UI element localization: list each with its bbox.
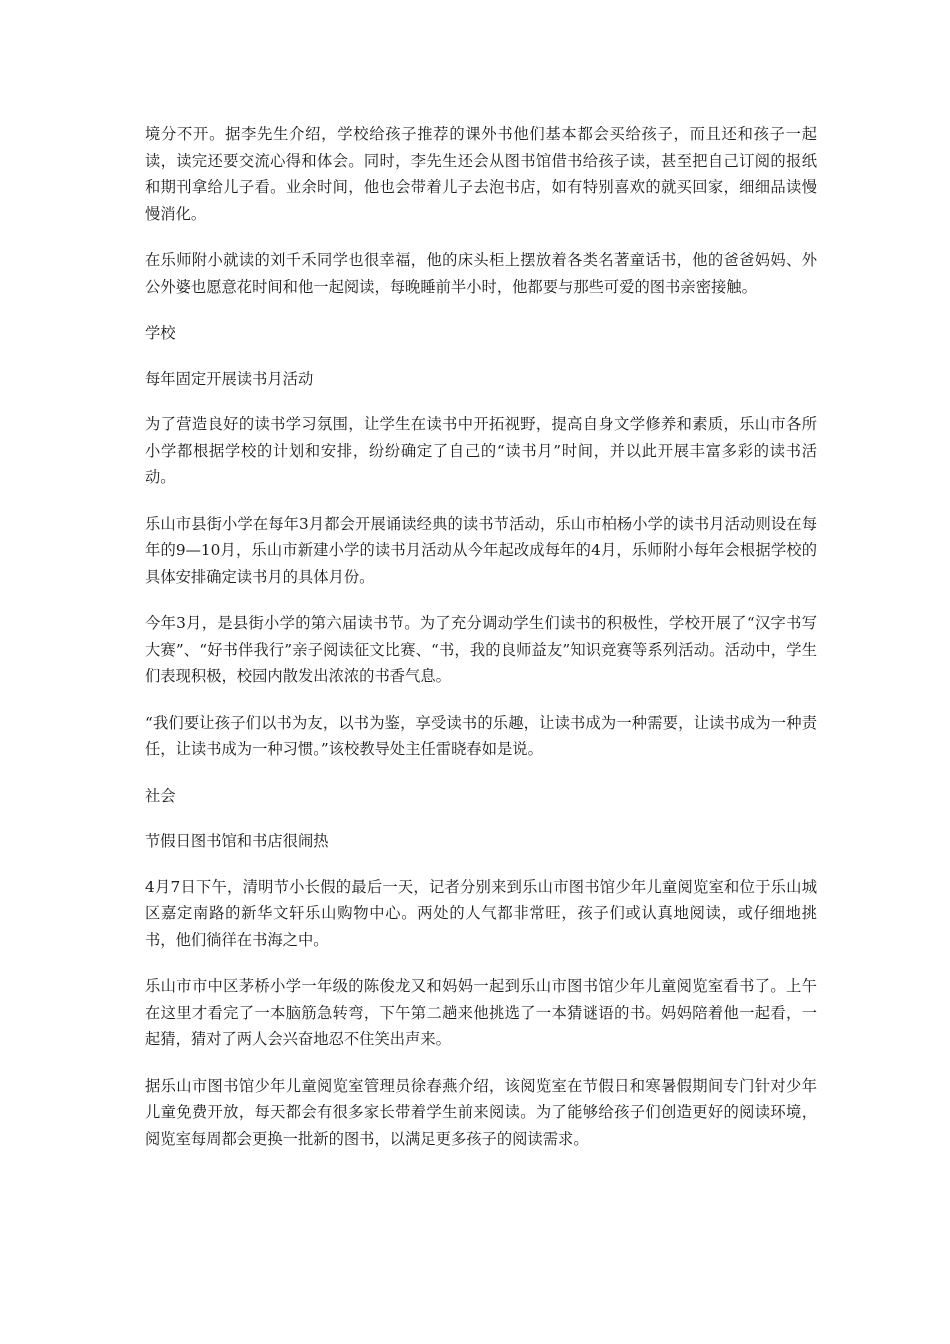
document-body [145, 121, 817, 1172]
section-heading-society: 社会 [145, 786, 176, 805]
section-heading-school: 学校 [145, 324, 176, 342]
paragraph: “我们要让孩子们以书为友，以书为鉴，享受读书的乐趣，让读书成为一种需要，让读书成为一种责任，让读书成为一种习惯。”该校教导处主任雷晓春如是说。 [145, 713, 817, 758]
subheading: 每年固定开展读书月活动 [145, 369, 314, 388]
paragraph: 乐山市市中区茅桥小学一年级的陈俊龙又和妈妈一起到乐山市图书馆少年儿童阅览室看书了。上午在这里才看完了一本脑筋急转弯，下午第二趟来他挑选了一本猜谜语的书。妈妈陪着他一起看，一起猜，猜对了两人会兴奋地忍不住笑出声来。 [145, 977, 817, 1048]
paragraph: 在乐师附小就读的刘千禾同学也很幸福，他的床头柜上摆放着各类名著童话书，他的爸爸妈妈、外公外婆也愿意花时间和他一起阅读，每晚睡前半小时，他都要与那些可爱的图书亲密接触。 [145, 251, 817, 296]
paragraph: 今年3月，是县街小学的第六届读书节。为了充分调动学生们读书的积极性，学校开展了“汉字书写大赛”、“好书伴我行”亲子阅读征文比赛、“书，我的良师益友”知识竞赛等系列活动。活动中，学生们表现积极，校园内散发出浓浓的书香气息。 [145, 614, 817, 685]
paragraph: 为了营造良好的读书学习氛围，让学生在读书中开拓视野，提高自身文学修养和素质，乐山市各所小学都根据学校的计划和安排，纷纷确定了自己的“读书月”时间，并以此开展丰富多彩的读书活动。 [145, 415, 817, 486]
subheading: 节假日图书馆和书店很闹热 [145, 832, 329, 850]
paragraph: 据乐山市图书馆少年儿童阅览室管理员徐春燕介绍，该阅览室在节假日和寒暑假期间专门针对少年儿童免费开放，每天都会有很多家长带着学生前来阅读。为了能够给孩子们创造更好的阅读环境，阅览室每周都会更换一批新的图书，以满足更多孩子的阅读需求。 [145, 1076, 817, 1148]
paragraph: 4月7日下午，清明节小长假的最后一天，记者分别来到乐山市图书馆少年儿童阅览室和位于乐山城区嘉定南路的新华文轩乐山购物中心。两处的人气都非常旺，孩子们或认真地阅读，或仔细地挑书，他们徜徉在书海之中。 [145, 877, 817, 949]
paragraph: 乐山市县街小学在每年3月都会开展诵读经典的读书节活动，乐山市柏杨小学的读书月活动则设在每年的9—10月，乐山市新建小学的读书月活动从今年起改成每年的4月，乐师附小每年会根据学校的具体安排确定读书月的具体月份。 [145, 514, 817, 586]
paragraph: 境分不开。据李先生介绍，学校给孩子推荐的课外书他们基本都会买给孩子，而且还和孩子一起读，读完还要交流心得和体会。同时，李先生还会从图书馆借书给孩子读，甚至把自己订阅的报纸和期刊拿给儿子看。业余时间，他也会带着儿子去泡书店，如有特别喜欢的就买回家，细细品读慢慢消化。 [145, 125, 817, 223]
